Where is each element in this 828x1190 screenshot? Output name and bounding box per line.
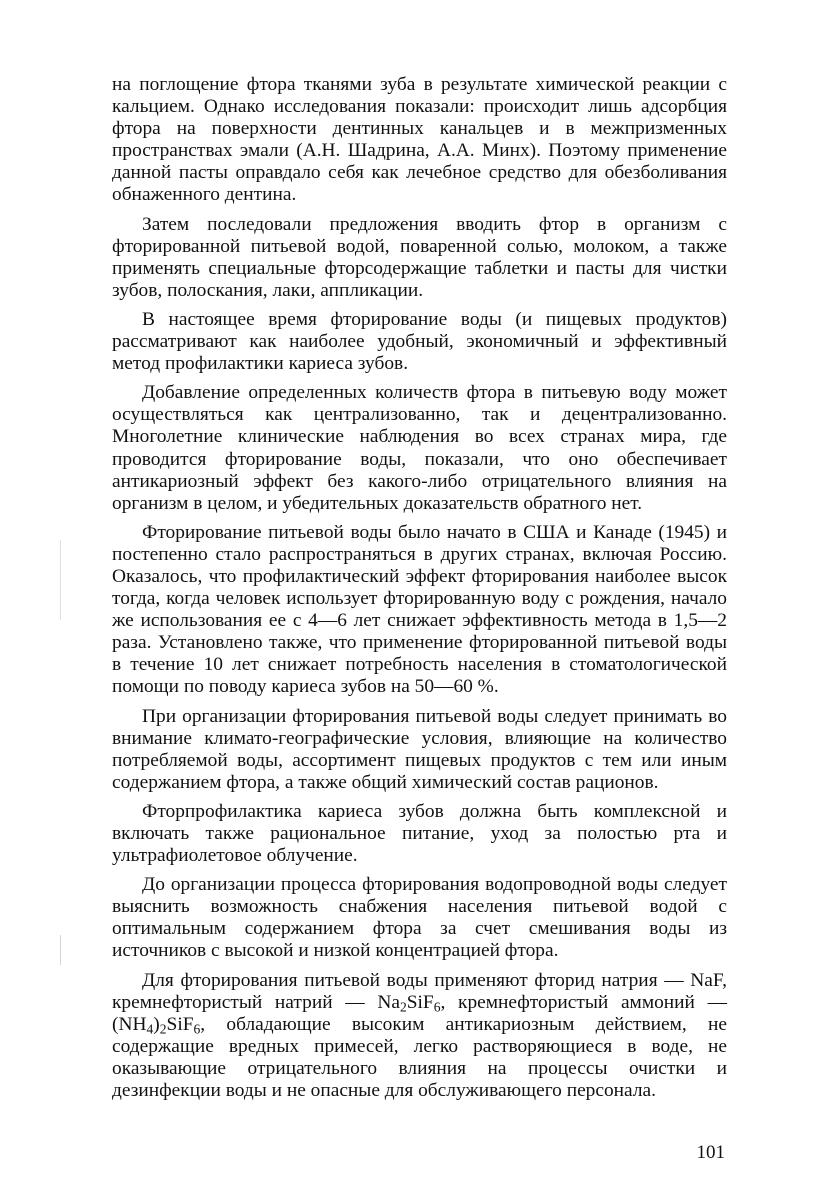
subscript: 2 [399, 999, 407, 1015]
text-segment: , обладающие высоким антикариозным действием, не содержащие вредных примесей, легко растворяющиеся в воде, не оказывающие отрицательного влияния на процессы очистки и дезинфекции воды и не опасные для обслуживающего персонала. [112, 1013, 727, 1102]
text-segment: SiF [166, 1013, 194, 1035]
text-segment: ) [153, 1013, 160, 1035]
scan-margin-mark [60, 540, 61, 620]
paragraph-organization-conditions: При организации фторирования питьевой воды следует принимать во внимание климато-географические условия, влияющие на количество потребляемой воды, ассортимент пищевых продуктов с тем или иным содержанием фтора, а также общий химический состав рационов. [112, 705, 727, 793]
paragraph-fluoridation-history: Фторирование питьевой воды было начато в США и Канаде (1945) и постепенно стало распространяться в других странах, включая Россию. Оказалось, что профилактический эффект фторирования наиболее высок тогда, когда человек использует фторированную воду с рождения, начало же использования ее с 4—6 лет снижает эффективность метода в 1,5—2 раза. Установлено также, что применение фторированной питьевой воды в течение 10 лет снижает потребность населения в стоматологической помощи по поводу кариеса зубов на 50—60 %. [112, 521, 727, 698]
paragraph-water-fluoridation-method: В настоящее время фторирование воды (и пищевых продуктов) рассматривают как наиболее удобный, экономичный и эффективный метод профилактики кариеса зубов. [112, 308, 727, 375]
subscript: 6 [193, 1021, 201, 1037]
page-body [112, 74, 727, 1102]
paragraph-fluoride-intake-methods: Затем последовали предложения вводить фтор в организм с фторированной питьевой водой, поваренной солью, молоком, а также применять специальные фторсодержащие таблетки и пасты для чистки зубов, полоскания, лаки, аппликации. [112, 213, 727, 301]
subscript: 4 [146, 1021, 154, 1037]
page-number: 101 [696, 1142, 725, 1163]
subscript: 2 [159, 1021, 167, 1037]
paragraph-centralized-fluoridation: Добавление определенных количеств фтора в питьевую воду может осуществляться как централизованно, так и децентрализованно. Многолетние клинические наблюдения во всех странах мира, где проводится фторирование воды, показали, что оно обеспечивает антикариозный эффект без какого-либо отрицательного влияния на организм в целом, и убедительных доказательств обратного нет. [112, 382, 727, 514]
text-segment: Для фторирования питьевой воды применяют фторид натрия — NaF, кремнефтористый натрий — Na [112, 969, 727, 1013]
paragraph-complex-prophylaxis: Фторпрофилактика кариеса зубов должна быть комплексной и включать также рациональное питание, уход за полостью рта и ультрафиолетовое облучение. [112, 800, 727, 867]
paragraph-water-mixing: До организации процесса фторирования водопроводной воды следует выяснить возможность снабжения населения питьевой водой с оптимальным содержанием фтора за счет смешивания воды из источников с высокой и низкой концентрацией фтора. [112, 874, 727, 962]
paragraph-fluoridation-compounds [112, 970, 727, 1103]
paragraph-continued: на поглощение фтора тканями зуба в результате химической реакции с кальцием. Однако исследования показали: происходит лишь адсорбция фтора на поверхности дентинных канальцев и в межпризменных пространствах эмали (А.Н. Шадрина, А.А. Минх). Поэтому применение данной пасты оправдало себя как лечебное средство для обезболивания обнаженного дентина. [112, 74, 727, 206]
text-segment: , кремнефтористый аммоний — (NH [112, 991, 727, 1035]
subscript: 6 [433, 999, 441, 1015]
scan-margin-mark [60, 935, 61, 965]
text-segment: SiF [406, 991, 434, 1013]
